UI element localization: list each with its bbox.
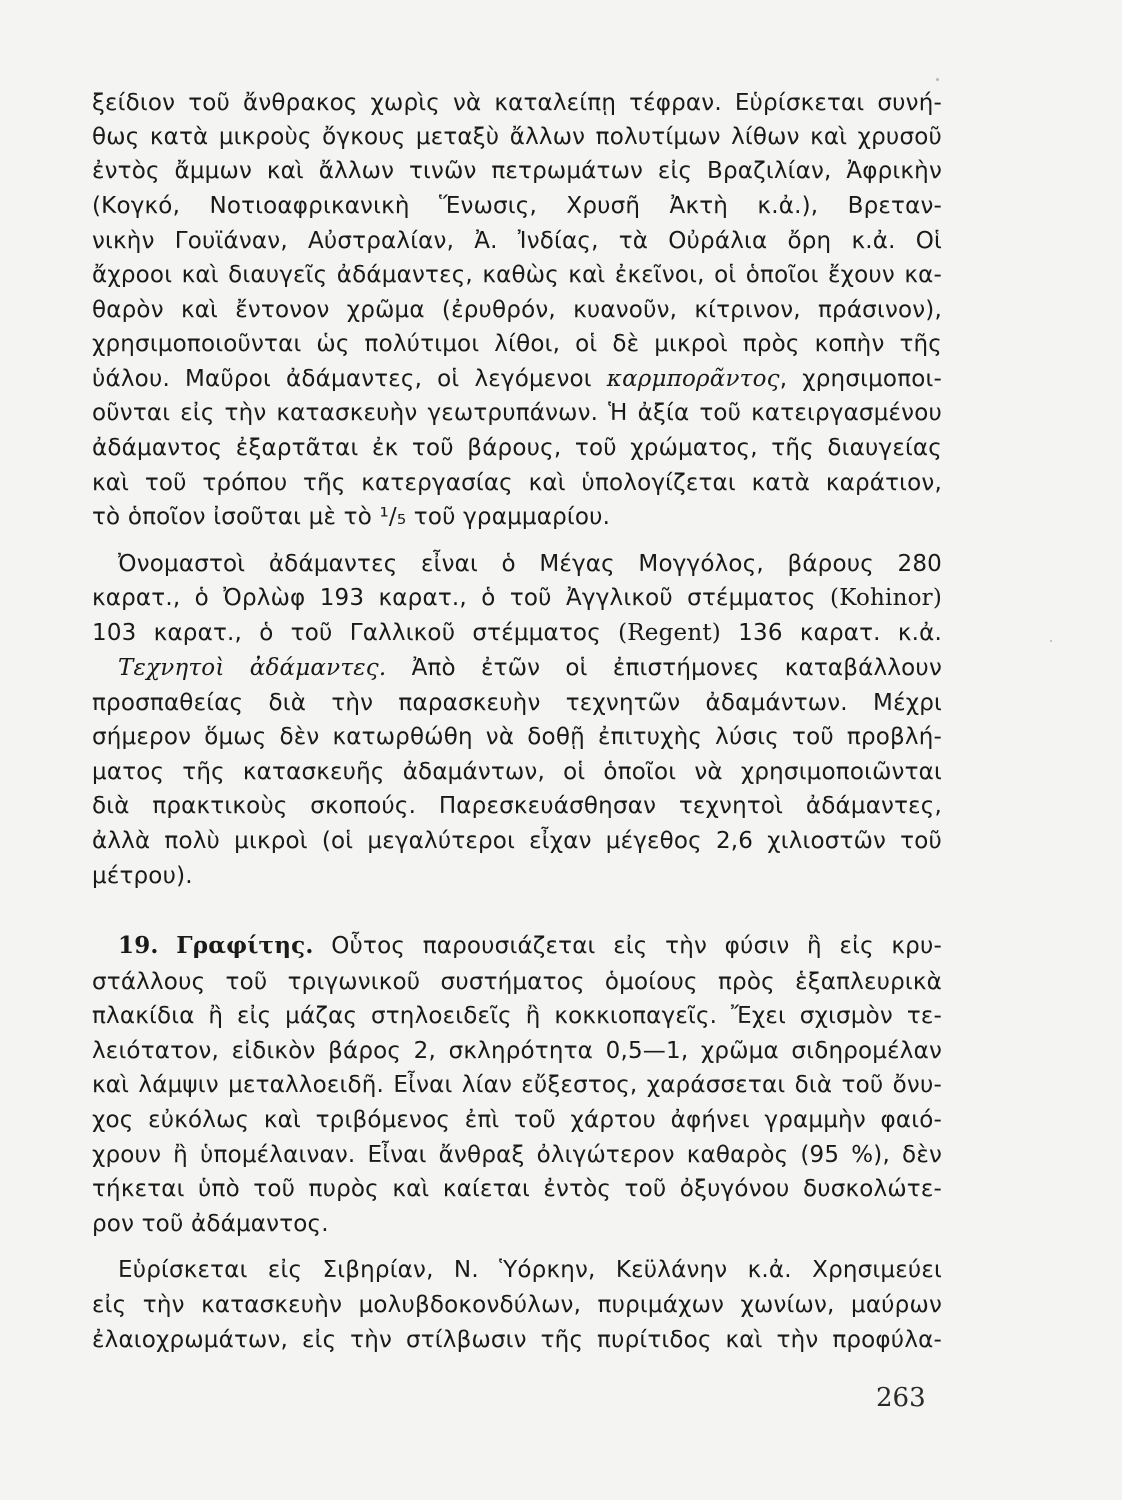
- text-line: Ὀνομαστοὶ ἀδάμαντες εἶναι ὁ Μέγας Μογγόλος, βάρους 280: [118, 551, 942, 577]
- text-line: νικὴν Γουϊάναν, Αὐστραλίαν, Ἀ. Ἰνδίας, τὰ Οὐράλια ὄρη κ.ἀ. Οἱ: [92, 228, 942, 254]
- text-line: ἐλαιοχρωμάτων, εἰς τὴν στίλβωσιν τῆς πυρίτιδος καὶ τὴν προφύλα-: [92, 1327, 942, 1353]
- scan-speck: [1050, 640, 1052, 642]
- text-span: καρατ., ὁ Ὀρλὼφ 193 καρατ., ὁ τοῦ Ἀγγλικοῦ στέμματος: [92, 585, 831, 611]
- text-line: θαρὸν καὶ ἔντονον χρῶμα (ἐρυθρόν, κυανοῦν, κίτρινον, πράσινον),: [92, 297, 942, 323]
- text-span: , χρησιμοποι-: [779, 366, 942, 392]
- text-line: στάλλους τοῦ τριγωνικοῦ συστήματος ὁμοίους πρὸς ἑξαπλευρικὰ: [92, 969, 942, 995]
- text-line: [92, 363, 942, 395]
- text-line: πλακίδια ἢ εἰς μάζας στηλοειδεῖς ἢ κοκκιοπαγεῖς. Ἔχει σχισμὸν τε-: [92, 1003, 942, 1029]
- text-line: τὸ ὁποῖον ἰσοῦται μὲ τὸ ¹/₅ τοῦ γραμμαρίου.: [92, 504, 611, 530]
- page-number: 263: [876, 1383, 926, 1413]
- text-line: οῦνται εἰς τὴν κατασκευὴν γεωτρυπάνων. Ἡ ἀξία τοῦ κατειργασμένου: [92, 400, 942, 426]
- text-line: χρησιμοποιοῦνται ὡς πολύτιμοι λίθοι, οἱ δὲ μικροὶ πρὸς κοπὴν τῆς: [92, 331, 942, 357]
- text-line: λειότατον, εἰδικὸν βάρος 2, σκληρότητα 0,5—1, χρῶμα σιδηρομέλαν: [92, 1038, 942, 1064]
- text-line: διὰ πρακτικοὺς σκοπούς. Παρεσκευάσθησαν τεχνητοὶ ἀδάμαντες,: [92, 793, 942, 819]
- text-line: ματος τῆς κατασκευῆς ἀδαμάντων, οἱ ὁποῖοι νὰ χρησιμοποιῶνται: [92, 759, 942, 785]
- text-line: εἰς τὴν κατασκευὴν μολυβδοκονδύλων, πυριμάχων χωνίων, μαύρων: [92, 1292, 942, 1318]
- text-span: Ἀπὸ ἐτῶν οἱ ἐπιστήμονες καταβάλλουν: [386, 655, 942, 681]
- text-line: χος εὐκόλως καὶ τριβόμενος ἐπὶ τοῦ χάρτου ἀφήνει γραμμὴν φαιό-: [92, 1107, 942, 1133]
- text-line: ἄχροοι καὶ διαυγεῖς ἀδάμαντες, καθὼς καὶ ἐκεῖνοι, οἱ ὁποῖοι ἔχουν κα-: [92, 262, 942, 288]
- text-line: θως κατὰ μικροὺς ὄγκους μεταξὺ ἄλλων πολυτίμων λίθων καὶ χρυσοῦ: [92, 124, 942, 150]
- scan-speck: [936, 78, 939, 81]
- text-line: τήκεται ὑπὸ τοῦ πυρὸς καὶ καίεται ἐντὸς τοῦ ὀξυγόνου δυσκολώτε-: [92, 1176, 942, 1202]
- text-line: ἐντὸς ἄμμων καὶ ἄλλων τινῶν πετρωμάτων εἰς Βραζιλίαν, Ἀφρικὴν: [92, 158, 942, 184]
- section-title: Γραφίτης.: [176, 932, 314, 959]
- text-span: ὑάλου. Μαῦροι ἀδάμαντες, οἱ λεγόμενοι: [92, 366, 607, 392]
- text-line: Εὑρίσκεται εἰς Σιβηρίαν, Ν. Ὑόρκην, Κεϋλάνην κ.ἀ. Χρησιμεύει: [118, 1257, 942, 1283]
- text-span: 103 καρατ., ὁ τοῦ Γαλλικοῦ στέμματος: [92, 620, 619, 646]
- text-line: ξείδιον τοῦ ἄνθρακος χωρὶς νὰ καταλείπῃ τέφραν. Εὑρίσκεται συνή-: [92, 90, 942, 116]
- italic-heading: Τεχνητοὶ ἀδάμαντες.: [118, 655, 387, 681]
- text-span: Οὗτος παρουσιάζεται εἰς τὴν φύσιν ἢ εἰς κρυ-: [313, 933, 942, 959]
- text-line: μέτρου).: [92, 863, 193, 889]
- text-line: ἀδάμαντος ἐξαρτᾶται ἐκ τοῦ βάρους, τοῦ χρώματος, τῆς διαυγείας: [92, 435, 942, 461]
- section-number: 19.: [118, 932, 159, 959]
- latin-name: (Kohinor): [830, 585, 942, 611]
- text-line: χρουν ἢ ὑπομέλαιναν. Εἶναι ἄνθραξ ὀλιγώτερον καθαρὸς (95 %), δὲν: [92, 1142, 942, 1168]
- text-line: (Κογκό, Νοτιοαφρικανικὴ Ἕνωσις, Χρυσῆ Ἀκτὴ κ.ἀ.), Βρεταν-: [92, 193, 942, 219]
- text-line: προσπαθείας διὰ τὴν παρασκευὴν τεχνητῶν ἀδαμάντων. Μέχρι: [92, 690, 942, 716]
- text-line: σήμερον ὅμως δὲν κατωρθώθη νὰ δοθῇ ἐπιτυχὴς λύσις τοῦ προβλή-: [92, 724, 942, 750]
- text-line: καὶ λάμψιν μεταλλοειδῆ. Εἶναι λίαν εὔξεστος, χαράσσεται διὰ τοῦ ὄνυ-: [92, 1072, 942, 1098]
- text-line: [92, 582, 942, 614]
- text-line: καὶ τοῦ τρόπου τῆς κατεργασίας καὶ ὑπολογίζεται κατὰ καράτιον,: [92, 470, 942, 496]
- italic-term: καρμπορᾶντος: [606, 366, 780, 392]
- text-line: ἀλλὰ πολὺ μικροὶ (οἱ μεγαλύτεροι εἶχαν μέγεθος 2,6 χιλιοστῶν τοῦ: [92, 828, 942, 854]
- section-heading-line: [118, 930, 942, 962]
- latin-name: (Regent): [618, 620, 721, 646]
- text-line: [118, 652, 942, 684]
- text-line: [92, 617, 942, 649]
- text-line: ρον τοῦ ἀδάμαντος.: [92, 1211, 329, 1237]
- text-span: 136 καρατ. κ.ἀ.: [720, 620, 943, 646]
